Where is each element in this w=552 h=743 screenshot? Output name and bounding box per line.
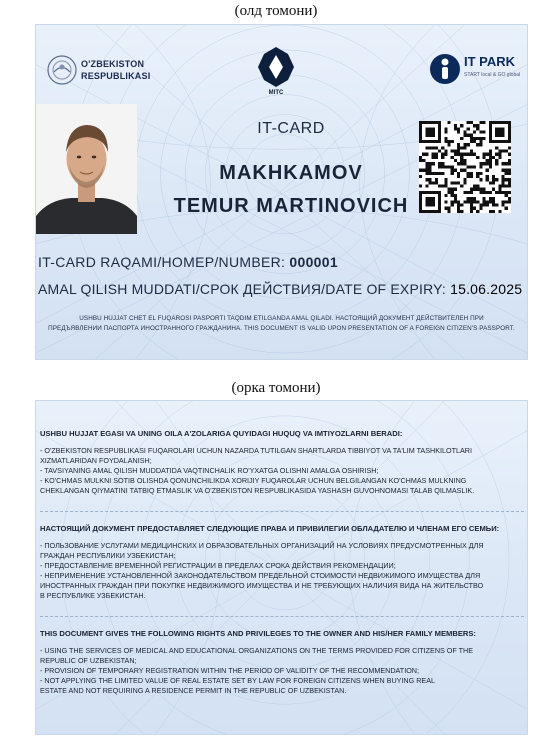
it-park-name: IT PARK — [464, 54, 516, 69]
section-line: - USING THE SERVICES OF MEDICAL AND EDUCATIONAL ORGANIZATIONS ON THE TERMS PROVIDED FOR CITIZENS OF THE — [40, 646, 474, 655]
mitc-logo-icon — [256, 45, 296, 97]
expiry-label: AMAL QILISH MUDDATI/СРОК ДЕЙСТВИЯ/DATE OF EXPIRY: — [38, 281, 447, 297]
card-number-row — [38, 254, 338, 270]
section-russian — [40, 524, 524, 601]
section-line: - ПРЕДОСТАВЛЕНИЕ ВРЕМЕННОЙ РЕГИСТРАЦИИ В ПРЕДЕЛАХ СРОКА ДЕЙСТВИЯ РЕКОМЕНДАЦИИ; — [40, 561, 396, 570]
state-emblem-icon — [46, 54, 78, 86]
issuer-line-1: O'ZBEKISTON — [81, 59, 145, 69]
it-park-logo-icon — [429, 53, 461, 85]
section-line: - NOT APPLYING THE LIMITED VALUE OF REAL ESTATE SET BY LAW FOR FOREIGN CITIZENS WHEN BUYING REAL — [40, 676, 435, 685]
card-number-value: 000001 — [289, 254, 338, 270]
expiry-value: 15.06.2025 — [450, 281, 523, 297]
holder-surname: MAKHKAMOV — [219, 162, 363, 184]
validity-note-line-2: ПРЕДЪЯВЛЕНИИ ПАСПОРТА ИНОСТРАННОГО ГРАЖДАНИНА. THIS DOCUMENT IS VALID UPON PRESENTATION OF A FOREIGN CITIZEN'S PASSPORT. — [48, 325, 515, 332]
back-text — [40, 429, 524, 696]
section-uzbek — [40, 429, 524, 496]
section-title: НАСТОЯЩИЙ ДОКУМЕНТ ПРЕДОСТАВЛЯЕТ СЛЕДУЮЩИЕ ПРАВА И ПРИВИЛЕГИИ ОБЛАДАТЕЛЮ И ЧЛЕНАМ ЕГО СЕМЬИ: — [40, 524, 500, 533]
section-title: THIS DOCUMENT GIVES THE FOLLOWING RIGHTS AND PRIVILEGES TO THE OWNER AND HIS/HER FAMILY MEMBERS: — [40, 629, 476, 638]
it-park-tagline: START local & GO global — [464, 72, 521, 78]
section-english — [40, 629, 524, 696]
section-line: ИНОСТРАННЫХ ГРАЖДАН ПРИ ПОКУПКЕ НЕДВИЖИМОГО ИМУЩЕСТВА И НЕ ТРЕБУЮЩИХ НАЛИЧИЯ ВИДА НА ЖИТЕЛЬСТВО — [40, 581, 484, 590]
expiry-row — [38, 281, 522, 297]
section-line: - PROVISION OF TEMPORARY REGISTRATION WITHIN THE PERIOD OF VALIDITY OF THE RECOMMENDATION; — [40, 666, 419, 675]
holder-photo — [36, 104, 137, 234]
validity-note — [38, 314, 525, 334]
section-title: USHBU HUJJAT EGASI VA UNING OILA A'ZOLARIGA QUYIDAGI HUQUQ VA IMTIYOZLARNI BERADI: — [40, 429, 403, 438]
validity-note-line-1: USHBU HUJJAT CHET EL FUQAROSI PASPORTI TAQDIM ETILGANDA AMAL QILADI. НАСТОЯЩИЙ ДОКУМЕНТ ДЕЙСТВИТЕЛЕН ПРИ — [79, 315, 484, 322]
section-divider — [40, 616, 524, 617]
front-side-caption: (олд томони) — [234, 3, 318, 19]
back-side-caption: (орка томони) — [231, 380, 321, 396]
section-line: - TAVSIYANING AMAL QILISH MUDDATIDA VAQTINCHALIK RO'YXATGA OLISHNI AMALGA OSHIRISH; — [40, 466, 379, 475]
card-type-title: IT-CARD — [257, 120, 325, 137]
section-line: ГРАЖДАН РЕСПУБЛИКИ УЗБЕКИСТАН; — [40, 551, 176, 560]
qr-code — [419, 121, 511, 213]
section-line: - НЕПРИМЕНЕНИЕ УСТАНОВЛЕННОЙ ЗАКОНОДАТЕЛЬСТВОМ ПРЕДЕЛЬНОЙ СТОИМОСТИ НЕДВИЖИМОГО ИМУЩЕСТВА ДЛЯ — [40, 571, 481, 580]
portrait-image — [36, 104, 137, 234]
section-line: - O'ZBEKISTON RESPUBLIKASI FUQAROLARI UCHUN NAZARDA TUTILGAN SHARTLARDA TIBBIYOT VA TA'LIM TASHKILOTLARI — [40, 446, 472, 455]
section-line: XIZMATLARIDAN FOYDALANISH; — [40, 456, 152, 465]
card-number-label: IT-CARD RAQAMI/НОМЕР/NUMBER: — [38, 254, 286, 270]
section-line: ESTATE AND NOT REQUIRING A RESIDENCE PERMIT IN THE REPUBLIC OF UZBEKISTAN. — [40, 686, 347, 695]
it-card-front — [35, 24, 528, 360]
section-line: - KO'CHMAS MULKNI SOTIB OLISHDA QONUNCHILIKDA XORIJIY FUQAROLAR UCHUN BELGILANGAN KO'CHMAS MULKNING — [40, 476, 467, 485]
section-divider — [40, 511, 524, 512]
section-line: REPUBLIC OF UZBEKISTAN; — [40, 656, 137, 665]
issuer-name — [81, 58, 150, 82]
mitc-logo-text: MITC — [268, 90, 284, 96]
issuer-line-2: RESPUBLIKASI — [81, 71, 151, 81]
it-card-back — [35, 400, 528, 735]
section-line: В РЕСПУБЛИКЕ УЗБЕКИСТАН. — [40, 591, 146, 600]
holder-given-names: TEMUR MARTINOVICH — [173, 195, 409, 217]
section-line: - ПОЛЬЗОВАНИЕ УСЛУГАМИ МЕДИЦИНСКИХ И ОБРАЗОВАТЕЛЬНЫХ ОРГАНИЗАЦИЙ НА УСЛОВИЯХ ПРЕДУСМОТРЕННЫХ ДЛЯ — [40, 541, 484, 550]
section-line: CHEKLANGAN QIYMATINI TATBIQ ETMASLIK VA O'ZBEKISTON RESPUBLIKASIDA YASHASH GUVOHNOMASI TALAB QILMASLIK. — [40, 486, 475, 495]
